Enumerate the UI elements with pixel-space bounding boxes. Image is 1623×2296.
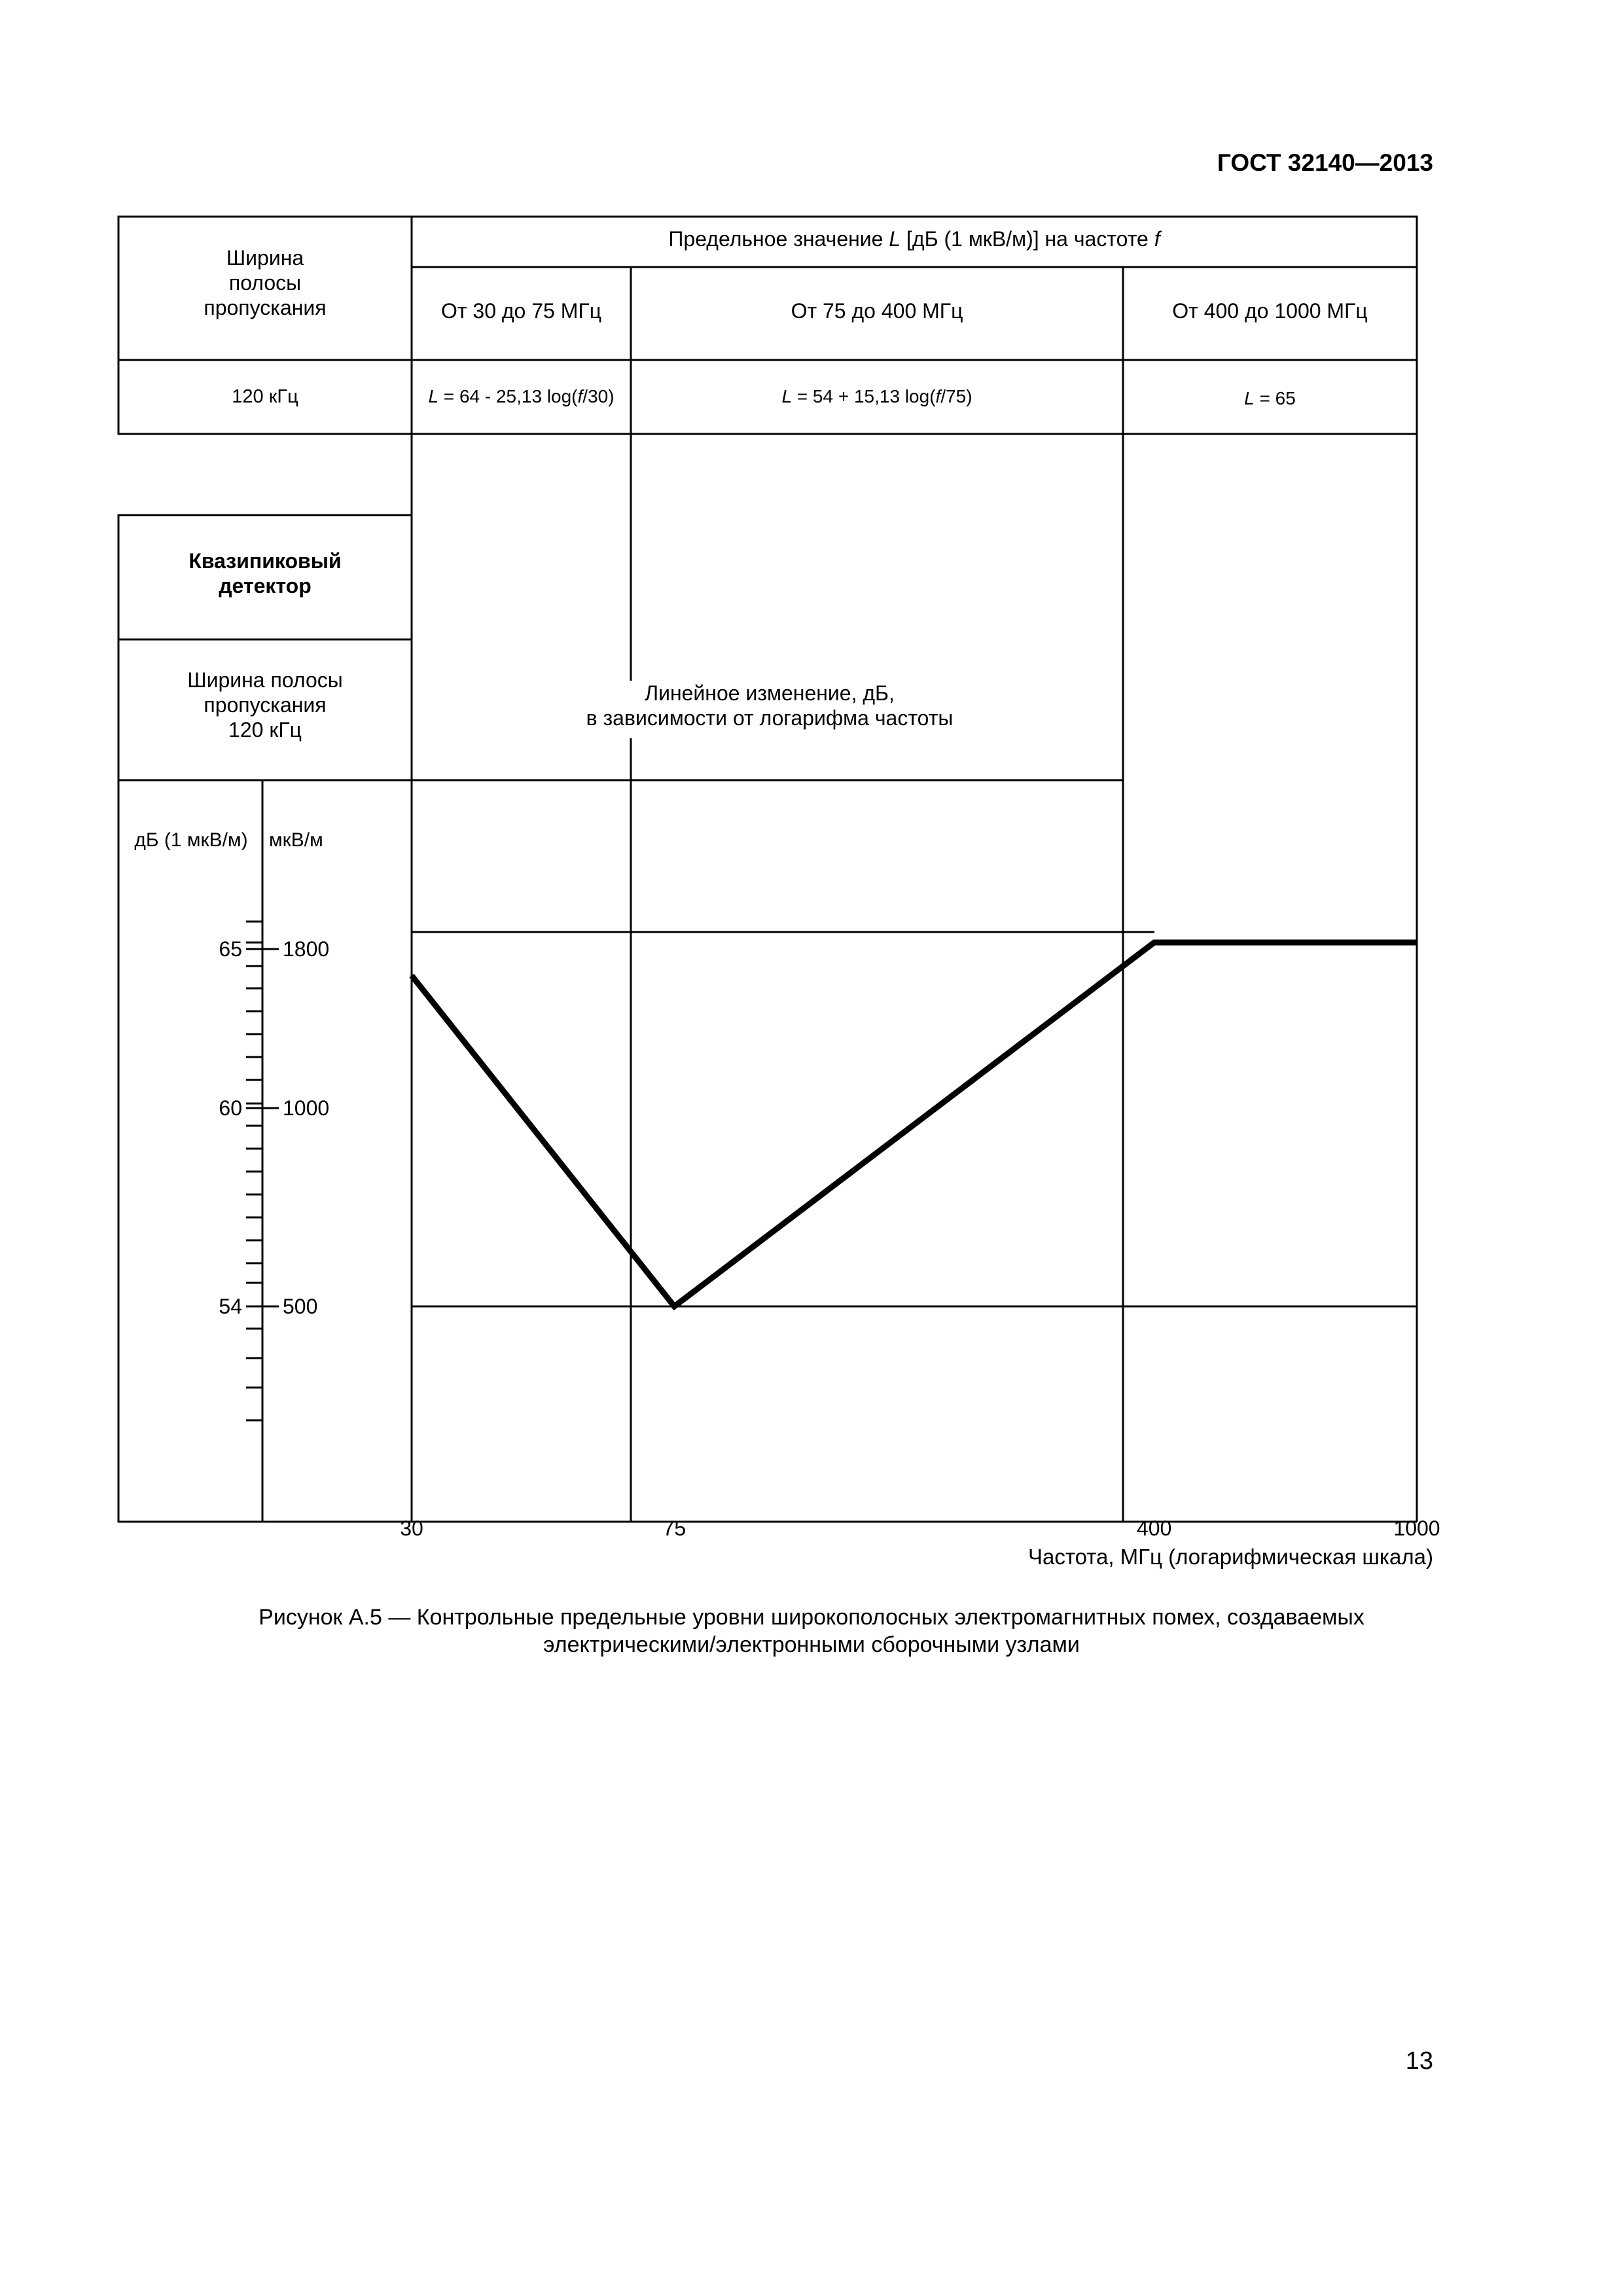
linear-variation-note: Линейное изменение, дБ, в зависимости от логарифма частоты xyxy=(497,681,1042,730)
range-75-400: От 75 до 400 МГц xyxy=(791,299,963,323)
y-tick-label-uv: 500 xyxy=(283,1295,318,1318)
figure-caption: Рисунок А.5 — Контрольные предельные уровни широкополосных электромагнитных помех, создаваемых электрическими/электронными сборочными узлами xyxy=(259,1605,1364,1657)
x-axis-title: Частота, МГц (логарифмическая шкала) xyxy=(1028,1545,1433,1569)
bandwidth-value: 120 кГц xyxy=(232,386,298,407)
x-tick-label: 30 xyxy=(400,1516,423,1540)
limit-header: Предельное значение L [дБ (1 мкВ/м)] на частоте f xyxy=(668,227,1160,251)
range-30-75: От 30 до 75 МГц xyxy=(440,299,602,323)
limit-curve-series-0 xyxy=(412,942,1417,1306)
page-number: 13 xyxy=(1405,2047,1433,2075)
detector-label: Квазипиковый детектор xyxy=(188,549,342,598)
formula-75-400: L = 54 + 15,13 log(f/75) xyxy=(781,386,972,406)
uv-unit-label: мкВ/м xyxy=(269,829,323,851)
y-tick-label-db: 65 xyxy=(219,937,242,961)
table-grid xyxy=(118,217,1417,1522)
db-unit-label: дБ (1 мкВ/м) xyxy=(134,829,248,851)
standard-header: ГОСТ 32140—2013 xyxy=(1217,149,1433,176)
x-tick-label: 75 xyxy=(662,1516,687,1540)
formula-30-75: L = 64 - 25,13 log(f/30) xyxy=(428,386,615,406)
y-axis-labels xyxy=(219,937,329,1318)
x-axis-labels xyxy=(400,1516,1440,1540)
plot-series xyxy=(412,942,1417,1306)
x-tick-label: 1000 xyxy=(1393,1516,1440,1540)
formula-400-1000: L = 65 xyxy=(1244,388,1296,408)
y-tick-label-db: 54 xyxy=(219,1295,242,1318)
y-tick-label-db: 60 xyxy=(219,1096,242,1120)
x-tick-label: 400 xyxy=(1136,1516,1172,1540)
left-bandwidth-label: Ширина полосы пропускания 120 кГц xyxy=(187,668,343,742)
y-tick-label-uv: 1000 xyxy=(283,1096,330,1120)
y-tick-label-uv: 1800 xyxy=(283,937,330,961)
range-400-1000: От 400 до 1000 МГц xyxy=(1172,299,1368,323)
bandwidth-header: Ширина полосы пропускания xyxy=(204,246,327,319)
